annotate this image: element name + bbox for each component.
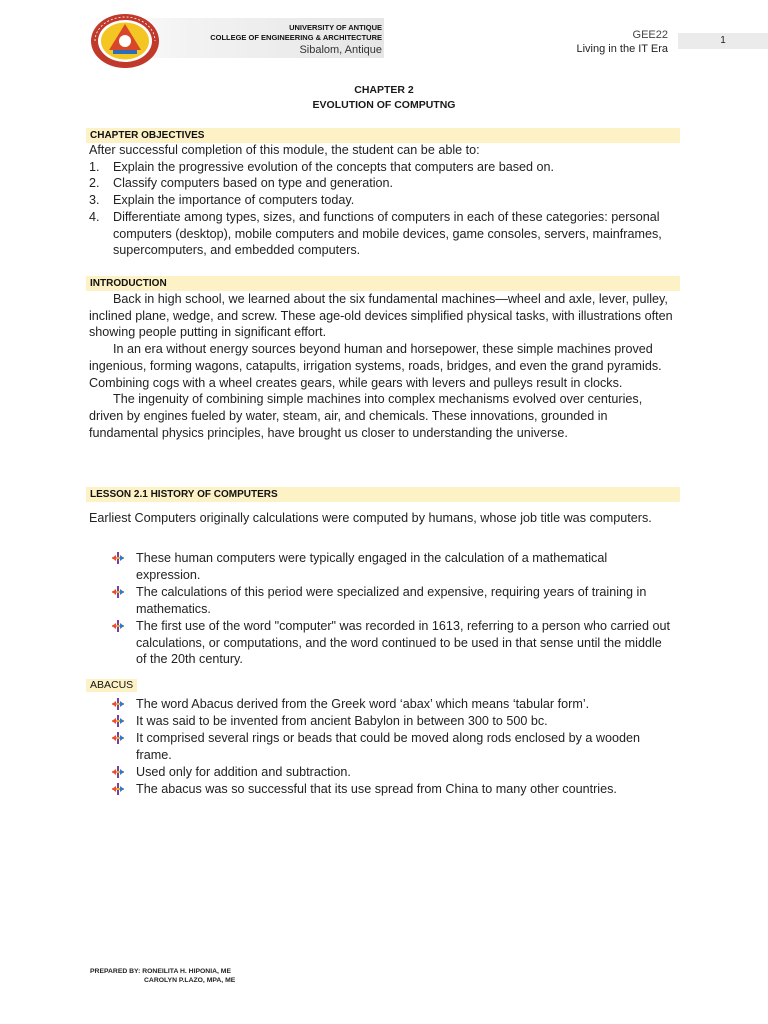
objectives-intro: After successful completion of this module, the student can be able to: xyxy=(89,143,480,157)
footer-line-2: CAROLYN P.LAZO, MPA, ME xyxy=(144,977,236,984)
arrow-bullet-icon xyxy=(112,586,124,598)
list-item: The first use of the word "computer" was recorded in 1613, referring to a person who carried out calculations, or computations, and the word continued to be used in that sense until the middle of the 20th century. xyxy=(112,618,672,669)
list-item: Used only for addition and subtraction. xyxy=(112,764,672,781)
list-item: These human computers were typically engaged in the calculation of a mathematical expression. xyxy=(112,550,672,584)
chapter-number: CHAPTER 2 xyxy=(354,84,414,96)
arrow-bullet-icon xyxy=(112,732,124,744)
university-location: Sibalom, Antique xyxy=(299,44,382,56)
list-item: It comprised several rings or beads that could be moved along rods enclosed by a wooden frame. xyxy=(112,730,672,764)
prepared-by-footer xyxy=(90,967,235,985)
arrow-bullet-icon xyxy=(112,783,124,795)
list-item: The calculations of this period were specialized and expensive, requiring years of training in mathematics. xyxy=(112,584,672,618)
college-name: COLLEGE OF ENGINEERING & ARCHITECTURE xyxy=(210,33,382,42)
introduction-heading: INTRODUCTION xyxy=(86,276,680,291)
course-title: Living in the IT Era xyxy=(576,43,668,55)
objectives-heading: CHAPTER OBJECTIVES xyxy=(86,128,680,143)
list-item: The abacus was so successful that its use spread from China to many other countries. xyxy=(112,781,672,798)
abacus-heading: ABACUS xyxy=(86,679,137,692)
lesson-heading: LESSON 2.1 HISTORY OF COMPUTERS xyxy=(86,487,680,502)
university-block xyxy=(210,23,382,57)
arrow-bullet-icon xyxy=(112,620,124,632)
lesson-intro: Earliest Computers originally calculations were computed by humans, whose job title was computers. xyxy=(89,511,652,525)
university-seal-logo xyxy=(89,12,161,70)
objective-item: 3. Explain the importance of computers today. xyxy=(89,193,355,208)
course-code: GEE22 xyxy=(632,29,668,41)
page-number: 1 xyxy=(678,33,768,49)
list-item: The word Abacus derived from the Greek word ‘abax’ which means ‘tabular form’. xyxy=(112,696,672,713)
abacus-bullets xyxy=(112,696,672,797)
intro-paragraph: Back in high school, we learned about the six fundamental machines—wheel and axle, lever, pulley, inclined plane, wedge, and screw. These age-old devices simplified physical tasks, with illustrations often showing people putting in significant effort. xyxy=(89,292,673,340)
introduction-section xyxy=(89,291,679,441)
lesson-bullets xyxy=(112,550,672,668)
arrow-bullet-icon xyxy=(112,698,124,710)
chapter-title: EVOLUTION OF COMPUTNG xyxy=(312,99,456,111)
course-block xyxy=(576,28,668,56)
objectives-list xyxy=(89,159,679,259)
list-item: It was said to be invented from ancient Babylon in between 300 to 500 bc. xyxy=(112,713,672,730)
intro-paragraph: The ingenuity of combining simple machines into complex mechanisms evolved over centuries, driven by engines fueled by water, steam, air, and chemicals. These innovations, grounded in fundamental physics principles, have brought us closer to understanding the universe. xyxy=(89,392,643,440)
objective-item: 4. Differentiate among types, sizes, and functions of computers in each of these categories: personal computers (desktop), mobile computers and mobile devices, game consoles, servers, mainframes, supercomputers, and embedded computers. xyxy=(89,209,662,258)
objectives-section xyxy=(89,142,679,259)
footer-line-1: PREPARED BY: RONEILITA H. HIPONIA, ME xyxy=(90,968,231,975)
objective-item: 1. Explain the progressive evolution of the concepts that computers are based on. xyxy=(89,159,555,174)
arrow-bullet-icon xyxy=(112,715,124,727)
arrow-bullet-icon xyxy=(112,552,124,564)
objective-item: 2. Classify computers based on type and generation. xyxy=(89,176,394,191)
arrow-bullet-icon xyxy=(112,766,124,778)
intro-paragraph: In an era without energy sources beyond human and horsepower, these simple machines proved ingenious, forming wagons, catapults, irrigation systems, roads, bridges, and even the grand pyramids. Combining cogs with a wheel creates gears, while gears with levers and pulleys result in clocks. xyxy=(89,342,662,390)
university-name: UNIVERSITY OF ANTIQUE xyxy=(289,23,382,32)
